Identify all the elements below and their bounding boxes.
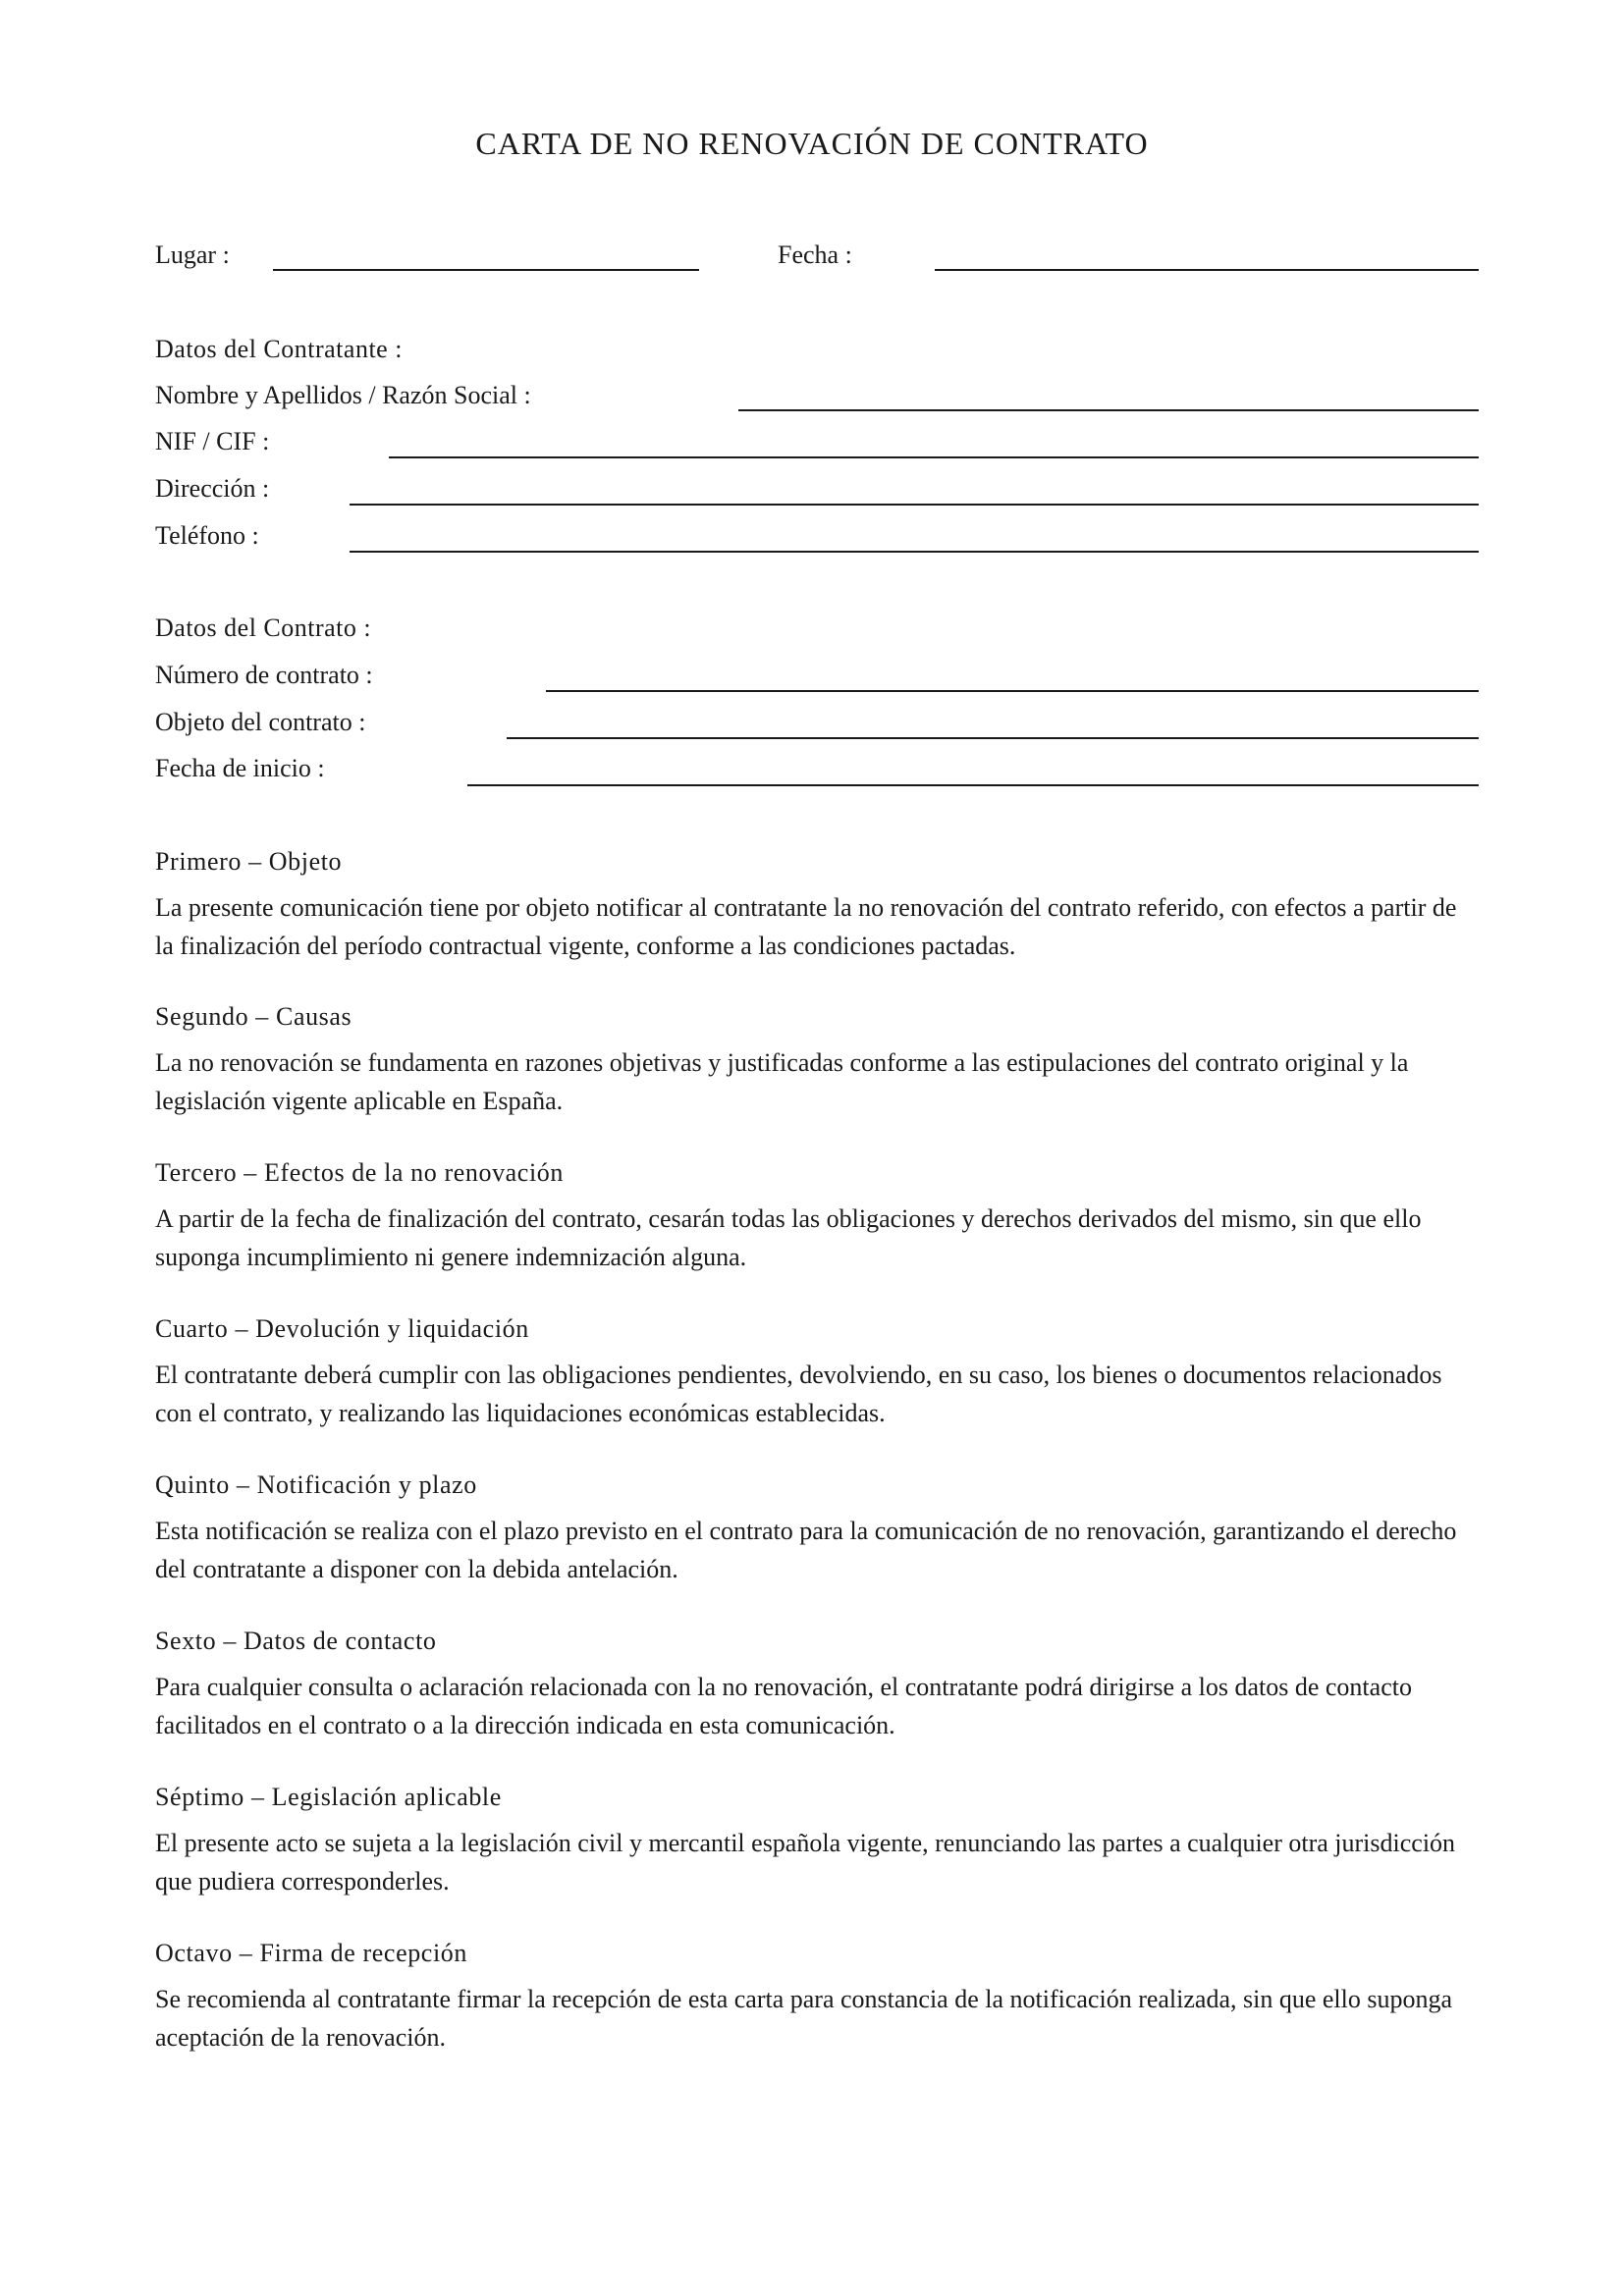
clause-heading: Tercero – Efectos de la no renovación bbox=[155, 1158, 564, 1187]
clause-text: A partir de la fecha de finalización del contrato, cesarán todas las obligaciones y derechos derivados del mismo, sin que ello suponga incumplimiento ni genere indemnización alguna. bbox=[155, 1204, 1422, 1271]
clause-heading: Segundo – Causas bbox=[155, 1002, 352, 1031]
contract-number-input-line[interactable] bbox=[546, 690, 1479, 692]
phone-input-line[interactable] bbox=[350, 551, 1479, 553]
clause-heading: Cuarto – Devolución y liquidación bbox=[155, 1314, 529, 1343]
name-input-line[interactable] bbox=[738, 409, 1479, 411]
tax-id-label: NIF / CIF : bbox=[155, 427, 270, 455]
date-input-line[interactable] bbox=[935, 269, 1479, 271]
contract-number-label: Número de contrato : bbox=[155, 661, 373, 689]
place-label: Lugar : bbox=[155, 240, 230, 269]
clause-text: La no renovación se fundamenta en razones objetivas y justificadas conforme a las estipulaciones del contrato original y la legislación vigente aplicable en España. bbox=[155, 1048, 1409, 1115]
date-label: Fecha : bbox=[778, 240, 852, 269]
clause-text: El contratante deberá cumplir con las obligaciones pendientes, devolviendo, en su caso, los bienes o documentos relacionados con el contrato, y realizando las liquidaciones económicas establecidas. bbox=[155, 1361, 1442, 1427]
document-title: CARTA DE NO RENOVACIÓN DE CONTRATO bbox=[475, 126, 1149, 161]
clause-text: Para cualquier consulta o aclaración relacionada con la no renovación, el contratante podrá dirigirse a los datos de contacto facilitados en el contrato o a la dirección indicada en esta comunicación. bbox=[155, 1673, 1412, 1739]
clause-heading: Séptimo – Legislación aplicable bbox=[155, 1783, 502, 1811]
contracting-party-section-label: Datos del Contratante : bbox=[155, 335, 403, 363]
tax-id-input-line[interactable] bbox=[389, 456, 1479, 458]
contract-object-label: Objeto del contrato : bbox=[155, 708, 366, 736]
clause-heading: Primero – Objeto bbox=[155, 847, 343, 876]
clause-heading: Octavo – Firma de recepción bbox=[155, 1939, 467, 1967]
name-label: Nombre y Apellidos / Razón Social : bbox=[155, 381, 531, 409]
clause-text: Se recomienda al contratante firmar la recepción de esta carta para constancia de la notificación realizada, sin que ello suponga aceptación de la renovación. bbox=[155, 1985, 1453, 2052]
contract-section-label: Datos del Contrato : bbox=[155, 614, 372, 642]
clause-text: El presente acto se sujeta a la legislación civil y mercantil española vigente, renunciando las partes a cualquier otra jurisdicción que pudiera corresponderles. bbox=[155, 1829, 1456, 1896]
start-date-input-line[interactable] bbox=[467, 784, 1479, 786]
address-label: Dirección : bbox=[155, 474, 270, 503]
place-input-line[interactable] bbox=[273, 269, 699, 271]
address-input-line[interactable] bbox=[350, 504, 1479, 506]
start-date-label: Fecha de inicio : bbox=[155, 754, 325, 782]
clause-heading: Quinto – Notificación y plazo bbox=[155, 1470, 477, 1499]
contract-object-input-line[interactable] bbox=[507, 737, 1479, 739]
phone-label: Teléfono : bbox=[155, 521, 259, 550]
clause-heading: Sexto – Datos de contacto bbox=[155, 1627, 437, 1655]
clause-text: Esta notificación se realiza con el plazo previsto en el contrato para la comunicación de no renovación, garantizando el derecho del contratante a disponer con la debida antelación. bbox=[155, 1517, 1457, 1583]
clause-text: La presente comunicación tiene por objeto notificar al contratante la no renovación del contrato referido, con efectos a partir de la finalización del período contractual vigente, conforme a las condiciones pactadas. bbox=[155, 893, 1457, 960]
